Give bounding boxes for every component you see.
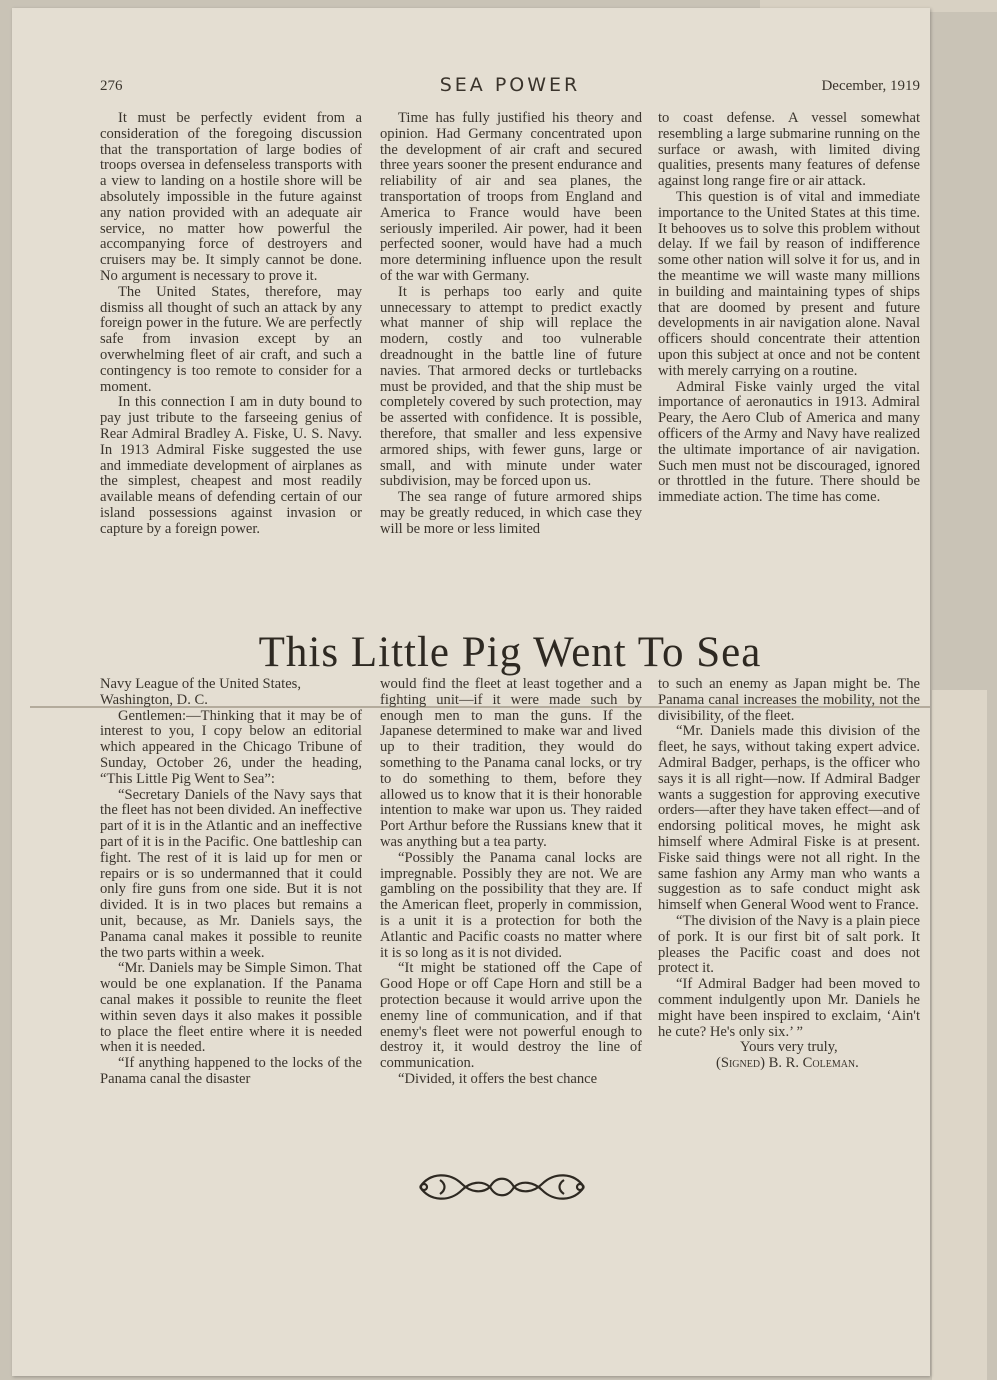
- article2-column-2: [380, 677, 642, 1088]
- paragraph: would find the fleet at least together and a fighting unit—if it were made such by enough men to man the guns. If the Japanese determined to make war and lived up to their tradition, they would do something to the Panama canal locks, or try to do something to them, before they allowed us to know that it is their honorable intention to make war upon us. They raided Port Arthur before the Russians knew that it was anything but a tea party.: [380, 676, 642, 850]
- paragraph: “Secretary Daniels of the Navy says that the fleet has not been divided. An ineffective part of it is in the Atlantic and an ineffective part of it is in the Pacific. One battleship can fight. The rest of it is laid up for men or repairs or is so undermanned that it could only fire guns from one side. But it is not divided. It is in two places but remains a unit, because, as Mr. Daniels says, the Panama canal makes it possible to reunite the two parts within a week.: [100, 786, 362, 961]
- scroll-ornament-icon: [410, 1168, 594, 1206]
- paragraph: “It might be stationed off the Cape of Good Hope or off Cape Horn and still be a protection because it would arrive upon the enemy line of communication, and if that enemy's fleet were not powerful enough to destroy it, it would destroy the line of communication.: [380, 960, 642, 1072]
- paragraph: Admiral Fiske vainly urged the vital importance of aeronautics in 1913. Admiral Peary, the Aero Club of America and many officers of the Army and Navy have realized the ultimate importance of air navigation. Such men must not be discouraged, ignored or throttled in the future. There should be immediate action. The time has come.: [658, 378, 920, 506]
- paragraph: The United States, therefore, may dismiss all thought of such an attack by any foreign power in the future. We are perfectly safe from invasion except by an overwhelming fleet of air craft, and such a contingency is too remote to consider for a moment.: [100, 283, 362, 395]
- issue-date: December, 1919: [821, 78, 920, 94]
- paper-edge-right: [932, 690, 987, 1380]
- address-line: Washington, D. C.: [100, 691, 208, 708]
- paragraph: Time has fully justified his theory and opinion. Had Germany concentrated upon the development of air craft and secured three years sooner the present endurance and reliability of air and sea planes, the transportation of troops from England and America to France would have been seriously imperiled. Air power, had it been perfected sooner, would have had a much more determining influence upon the result of the war with Germany.: [380, 110, 642, 284]
- paragraph: In this connection I am in duty bound to pay just tribute to the farseeing genius of Rear Admiral Bradley A. Fiske, U. S. Navy. In 1913 Admiral Fiske suggested the use and immediate development of airplanes as the simplest, cheapest and most readily available means of defending certain of our island possessions against invasion or capture by a foreign power.: [100, 394, 362, 537]
- article2-column-1: [100, 677, 362, 1088]
- paragraph: “The division of the Navy is a plain piece of pork. It is our first bit of salt pork. It pleases the Pacific coast and does not protect it.: [658, 912, 920, 977]
- paragraph: “If anything happened to the locks of the Panama canal the disaster: [100, 1055, 362, 1087]
- article1-column-3: [658, 111, 920, 506]
- article1-column-1: [100, 111, 362, 538]
- address-line: Navy League of the United States,: [100, 676, 302, 692]
- paragraph: to coast defense. A vessel somewhat resembling a large submarine running on the surface or awash, with limited diving qualities, presents many features of defense against long range fire or air attack.: [658, 110, 920, 190]
- article1-column-2: [380, 111, 642, 538]
- letter-signature: (Signed) B. R. Coleman.: [716, 1055, 859, 1072]
- paragraph: It must be perfectly evident from a consideration of the foregoing discussion that the transportation of large bodies of troops oversea in defenseless transports with a view to landing on a hostile shore will be absolutely impossible in the future against any nation provided with an adequate air service, no matter how powerful the accompanying force of destroyers and cruisers may be. It simply cannot be done. No argument is necessary to prove it.: [100, 110, 362, 284]
- paragraph: “If Admiral Badger had been moved to comment indulgently upon Mr. Daniels he might have been inspired to exclaim, ‘Ain't he cute? He's only six.’ ”: [658, 976, 920, 1040]
- page-header: [100, 74, 920, 98]
- paragraph: “Possibly the Panama canal locks are impregnable. Possibly they are not. We are gambling on the possibility that they are. If the American fleet, properly in commission, is a unit it is a protection for both the Atlantic and Pacific coasts no matter where it is so long as it is not divided.: [380, 849, 642, 961]
- article-headline: This Little Pig Went To Sea: [258, 629, 762, 676]
- paragraph: “Mr. Daniels made this division of the fleet, he says, without taking expert advice. Admiral Badger, perhaps, is the officer who says it is all right—now. If Admiral Badger wants a suggestion for approving executive orders—after they have taken effect—and of endorsing political moves, he might ask himself where Admiral Fiske is at present. Fiske said things were not all right. In the same fashion any Army man who wants a suggestion as to safe conduct might ask himself when General Wood went to France.: [658, 723, 920, 914]
- paragraph: “Divided, it offers the best chance: [398, 1070, 598, 1087]
- page-number: 276: [100, 78, 123, 94]
- paragraph: It is perhaps too early and quite unnecessary to attempt to predict exactly what manner of ship will replace the modern, costly and too vulnerable dreadnought in the battle line of future navies. That armored decks or turtlebacks must be provided, and that the ship must be completely covered by such protection, may be asserted with confidence. It is possible, therefore, that smaller and less expensive armored ships, with fewer guns, large or small, and with minute under water subdivision, may be forced upon us.: [380, 283, 642, 490]
- article2-column-3: [658, 677, 920, 1072]
- paragraph: The sea range of future armored ships may be greatly reduced, in which case they will be more or less limited: [380, 489, 642, 537]
- letter-closing: Yours very truly,: [740, 1039, 838, 1056]
- paragraph: “Mr. Daniels may be Simple Simon. That would be one explanation. If the Panama canal makes it possible to reunite the fleet within seven days it also makes it possible to place the fleet entire where it is needed when it is needed.: [100, 960, 362, 1056]
- paragraph: This question is of vital and immediate importance to the United States at this time. It behooves us to solve this problem without delay. If we fail by reason of indifference some other nation will solve it for us, and in the meantime we will waste many millions in building and maintaining types of ships that are doomed by present and future developments in air navigation alone. Naval officers should concentrate their attention upon this subject at once and not be content with merely carrying on a routine.: [658, 188, 920, 379]
- paragraph: Gentlemen:—Thinking that it may be of interest to you, I copy below an editorial which appeared in the Chicago Tribune of Sunday, October 26, under the heading, “This Little Pig Went to Sea”:: [100, 707, 362, 787]
- publication-title: SEA POWER: [439, 74, 581, 96]
- paragraph: to such an enemy as Japan might be. The Panama canal increases the mobility, not the divisibility, of the fleet.: [658, 676, 920, 724]
